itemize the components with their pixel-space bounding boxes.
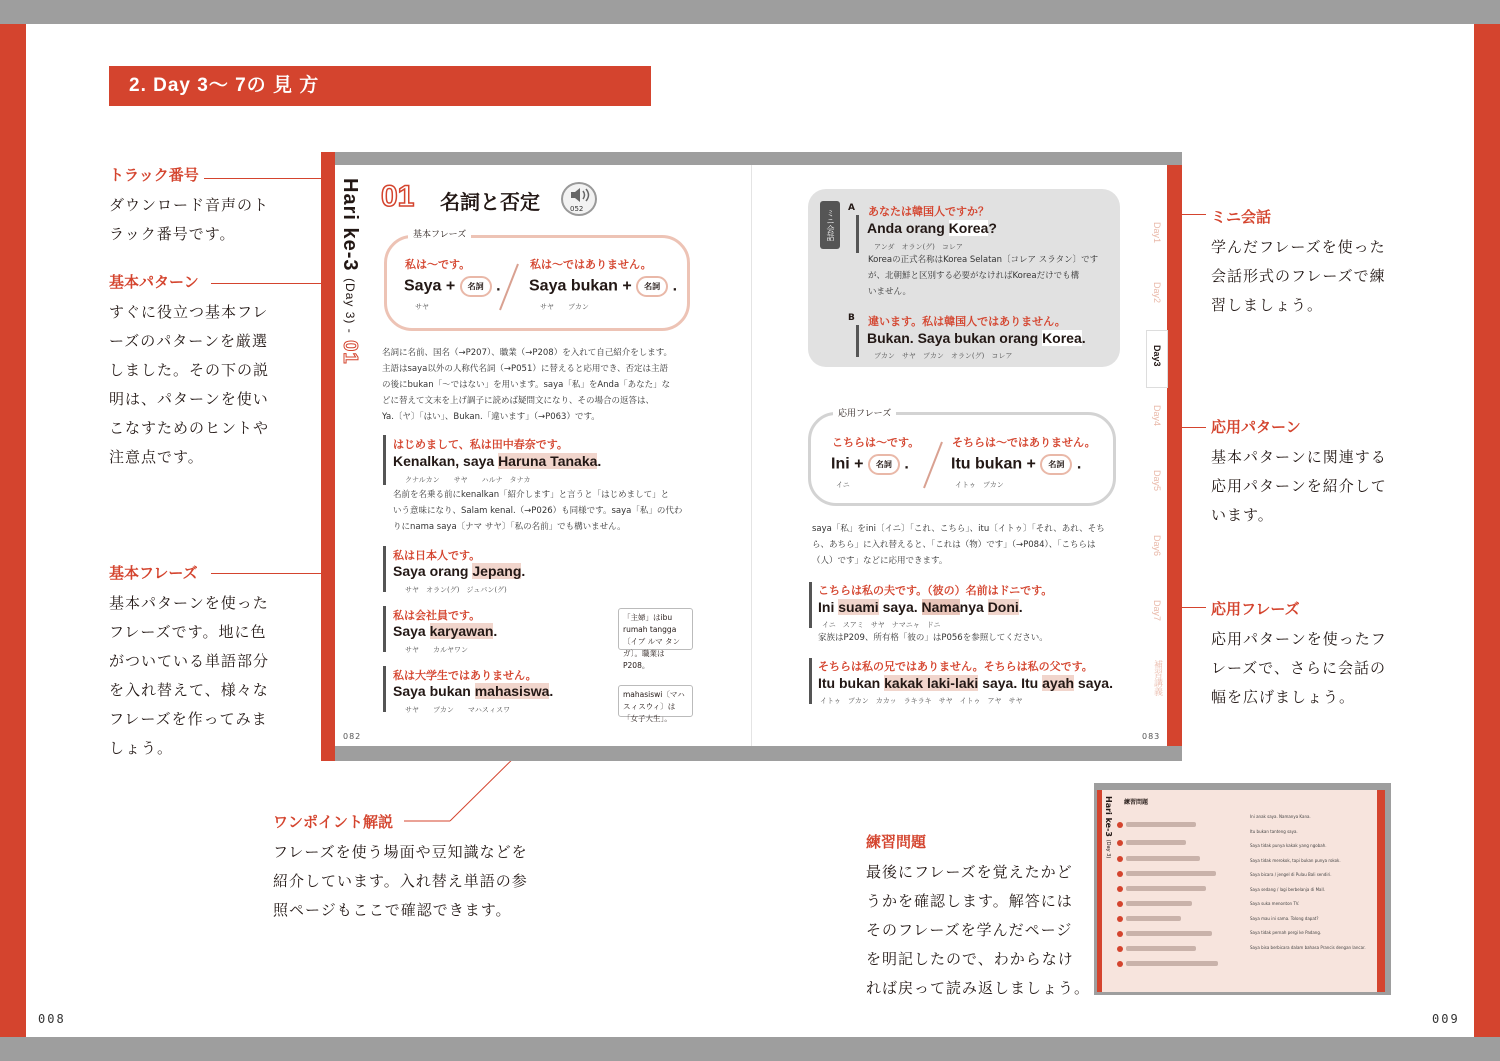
phrase3-kana: サヤ カルヤワン xyxy=(405,646,468,654)
callout-applied-phrase xyxy=(1211,598,1411,712)
thumbnail-bullet xyxy=(1117,931,1123,937)
day-tab[interactable]: 補習講義 xyxy=(1153,660,1163,696)
applied-b-id: Itu bukan + xyxy=(951,455,1036,473)
phrase2-id-a: Saya orang xyxy=(393,563,473,579)
mini-b-id-highlight: Korea xyxy=(1042,330,1082,346)
applied1-id-highlight: Nama xyxy=(921,599,960,615)
phrase2-jp: 私は日本人です。 xyxy=(393,549,481,562)
phrase2-kana: サヤ オラン(グ) ジュパン(グ) xyxy=(405,586,507,594)
applied1-note: 家族はP209、所有格「彼の」はP056を参照してください。 xyxy=(818,633,1048,643)
explain-line: Ya.〔ヤ〕「はい」、Bukan.「違います」（→P063）です。 xyxy=(382,412,600,422)
phrase3-id xyxy=(393,623,497,639)
phrase-bar xyxy=(856,215,859,253)
section-title: 2. Day 3〜 7の 見 方 xyxy=(109,66,651,106)
note-line: いう意味になり、Salam kenal.（→P026）も同様です。saya「私」の代わ xyxy=(393,506,683,516)
applied1-kana: イニ スアミ サヤ ナマニャ ドニ xyxy=(822,621,941,629)
applied-divider xyxy=(922,440,944,490)
mini-b-jp: 違います。私は韓国人ではありません。 xyxy=(868,315,1066,328)
lesson-title: 名詞と否定 xyxy=(440,190,540,214)
pattern-b-kana: サヤ ブカン xyxy=(540,303,589,311)
right-red-edge xyxy=(1474,24,1500,1037)
speaker-b-label: B xyxy=(848,313,855,323)
day-tab[interactable]: Day3 xyxy=(1152,345,1162,367)
applied-b: Itu bukan + 名詞 . xyxy=(951,454,1081,475)
callout-line: 学んだフレーズを使った xyxy=(1211,238,1386,256)
thumbnail-answer: Ini anak saya. Namanya Kana. xyxy=(1250,814,1311,819)
book-top-edge xyxy=(321,152,1182,165)
phrase1-note xyxy=(393,487,698,535)
phrase4-jp: 私は大学生ではありません。 xyxy=(393,669,537,682)
explain-line: （人）です」などに応用できます。 xyxy=(812,556,948,566)
thumbnail-answer: Saya bisa berbicara dalam bahasa Prancis dengan lancar. xyxy=(1250,944,1366,950)
phrase4-id-highlight: mahasiswa xyxy=(474,683,550,699)
mini-conv-label: ミニ会話 xyxy=(820,201,840,249)
thumbnail-bullet xyxy=(1117,856,1123,862)
phrase2-id-c: . xyxy=(521,563,526,579)
callout-track xyxy=(109,164,309,249)
pattern-b-jp: 私は〜ではありません。 xyxy=(530,258,652,271)
explain-line: 主語はsaya以外の人称代名詞（→P051）に替えると応用でき、否定は主語 xyxy=(382,364,669,374)
thumbnail-answer: Saya suka menonton TV. xyxy=(1250,901,1300,906)
applied1-id-a: Ini xyxy=(818,599,839,615)
callout-line: フレーズを作ってみま xyxy=(109,710,268,728)
applied-phrase-label: 応用フレーズ xyxy=(833,406,896,419)
phrase-bar xyxy=(856,325,859,357)
vertical-lesson-title xyxy=(338,178,361,365)
note-line: いません。 xyxy=(868,287,912,297)
callout-line: 紹介しています。入れ替え単語の参 xyxy=(273,872,528,890)
callout-line: を明記したので、わからなけ xyxy=(866,950,1074,968)
explain-line: の後にbukan「〜ではない」を用います。saya「私」をAnda「あなた」な xyxy=(382,380,671,390)
noun-tag: 名詞 xyxy=(460,276,492,297)
applied1-id xyxy=(818,599,1023,615)
thumbnail-line xyxy=(1126,822,1196,827)
callout-mini-conv xyxy=(1211,206,1411,320)
book-right-edge xyxy=(1167,165,1182,746)
vertical-title-text: Hari ke-3 xyxy=(339,178,361,272)
callout-track-line: ダウンロード音声のト xyxy=(109,196,270,214)
thumbnail-line xyxy=(1126,886,1206,891)
mini-a-note xyxy=(868,252,1113,300)
phrase1-id-highlight: Haruna Tanaka xyxy=(498,453,598,469)
callout-line: 注意点です。 xyxy=(109,448,204,466)
mini-a-id-highlight: Korea xyxy=(948,220,989,236)
phrase4-note-box: mahasiswi〔マハスィスウィ〕は「女子大生」。 xyxy=(618,685,693,717)
applied-a: Ini + 名詞 . xyxy=(831,454,909,475)
thumbnail-bullet xyxy=(1117,886,1123,892)
phrase-bar xyxy=(809,658,812,704)
thumbnail-answer: Saya sedang / lagi berbelanja di Mall. xyxy=(1250,886,1325,892)
phrase3-note-box: 「主婦」はibu rumah tangga〔イブ ルマ タンガ〕。職業はP208。 xyxy=(618,608,693,650)
callout-applied-pattern-title: 応用パターン xyxy=(1211,418,1301,436)
callout-line: フレーズを使う場面や豆知識などを xyxy=(273,843,528,861)
noun-tag: 名詞 xyxy=(1040,454,1072,475)
pattern-a-kana: サヤ xyxy=(415,303,429,311)
book-right-page-number: 083 xyxy=(1142,732,1161,741)
speaker-icon[interactable] xyxy=(561,182,597,216)
phrase1-id-a: Kenalkan, saya xyxy=(393,453,499,469)
mini-a-id xyxy=(867,220,997,236)
callout-basic-phrase xyxy=(109,562,309,763)
callout-line: ーズのパターンを厳選 xyxy=(109,332,268,350)
book-left-page-number: 082 xyxy=(343,732,362,741)
phrase2-id-highlight: Jepang xyxy=(472,563,522,579)
vertical-title-no: 01 xyxy=(339,340,361,365)
basic-explanation xyxy=(382,345,697,425)
phrase4-id-c: . xyxy=(549,683,554,699)
callout-line: を入れ替えて、様々な xyxy=(109,681,269,699)
phrase-bar xyxy=(383,546,386,592)
callout-line: しょう。 xyxy=(109,739,174,757)
phrase1-kana: クナルカン サヤ ハルナ タナカ xyxy=(405,476,531,484)
vertical-title-sub: (Day 3) - xyxy=(343,278,357,334)
callout-line: 明は、パターンを使い xyxy=(109,390,269,408)
day-tab[interactable]: Day5 xyxy=(1152,470,1162,492)
note-line: Koreaの正式名称はKorea Selatan〔コレア スラタン〕です xyxy=(868,255,1099,265)
day-tab[interactable]: Day2 xyxy=(1152,282,1162,304)
callout-line: フレーズです。地に色 xyxy=(109,623,267,641)
phrase3-jp: 私は会社員です。 xyxy=(393,609,481,622)
phrase3-id-c: . xyxy=(493,623,498,639)
callout-one-point xyxy=(273,811,573,925)
thumbnail-bullet xyxy=(1117,916,1123,922)
thumbnail-answer: Saya tidak pernah pergi ke Padang. xyxy=(1250,930,1322,935)
callout-line: レーズで、さらに会話の xyxy=(1211,659,1386,677)
callout-applied-phrase-title: 応用フレーズ xyxy=(1211,600,1300,618)
callout-line: 応用パターンを紹介して xyxy=(1211,477,1387,495)
mini-b-id xyxy=(867,330,1086,346)
callout-practice-title: 練習問題 xyxy=(866,833,927,851)
day-tab[interactable]: Day1 xyxy=(1152,222,1162,244)
thumbnail-answer: Saya mau ini sama. Tolong dapat? xyxy=(1250,915,1319,921)
phrase-bar xyxy=(383,666,386,712)
callout-line: うかを確認します。解答には xyxy=(866,892,1073,910)
callout-line: しました。その下の説 xyxy=(109,361,270,379)
callout-line: 習しましょう。 xyxy=(1211,296,1324,314)
thumbnail-line xyxy=(1126,901,1192,906)
left-red-edge xyxy=(0,24,26,1037)
phrase-bar xyxy=(809,582,812,628)
pattern-a: Saya + 名詞 . xyxy=(404,276,501,297)
applied1-id-highlight: suami xyxy=(838,599,879,615)
thumbnail-line xyxy=(1126,856,1200,861)
callout-line: います。 xyxy=(1211,506,1274,524)
mini-b-kana: ブカン サヤ ブカン オラン(グ) コレア xyxy=(874,352,1013,360)
applied2-id-highlight: ayah xyxy=(1042,675,1075,691)
callout-line: そのフレーズを学んだページ xyxy=(866,921,1073,939)
applied-a-jp: こちらは〜です。 xyxy=(832,436,920,449)
thumbnail-answer: Saya tidak merokok, tapi bukan punya rokok. xyxy=(1250,857,1341,863)
applied1-id-e: nya xyxy=(959,599,988,615)
thumbnail-answer: Saya tidak punya kakak yang ngobah. xyxy=(1250,843,1327,848)
callout-line: こなすためのヒントや xyxy=(109,419,270,437)
thumbnail-vertical-title xyxy=(1104,796,1113,858)
thumbnail-vertical-title-text: Hari ke-3 xyxy=(1104,796,1113,837)
applied2-kana: イトゥ ブカン カカッ ラキラキ サヤ イトゥ アヤ サヤ xyxy=(820,697,1023,705)
callout-applied-pattern xyxy=(1211,416,1411,530)
callout-line: 会話形式のフレーズで練 xyxy=(1211,267,1386,285)
applied-a-id: Ini + xyxy=(831,455,864,473)
applied2-id xyxy=(818,675,1113,691)
note-line: 名前を名乗る前にkenalkan「紹介します」と言うと「はじめまして」と xyxy=(393,490,670,500)
noun-tag: 名詞 xyxy=(868,454,900,475)
thumbnail-line xyxy=(1126,931,1212,936)
applied-explanation xyxy=(812,521,1132,569)
explain-line: ら、あちら」に入れ替えると、「これは（物）です」（→P084）、「こちらは xyxy=(812,540,1096,550)
mini-a-id-c: ? xyxy=(988,220,997,236)
book-bottom-edge xyxy=(321,746,1182,761)
applied2-id-c: saya. Itu xyxy=(978,675,1043,691)
explain-line: どに替えて文末を上げ調子に読めば疑問文になり、その場合の返答は、 xyxy=(382,396,655,406)
thumbnail-line xyxy=(1126,946,1196,951)
note-line: が、北朝鮮と区別する必要がなければKoreaだけでも構 xyxy=(868,271,1080,281)
track-number: 052 xyxy=(570,205,584,213)
applied2-id-highlight: kakak laki-laki xyxy=(884,675,979,691)
phrase4-id-a: Saya bukan xyxy=(393,683,475,699)
callout-line: 照ページもここで確認できます。 xyxy=(273,901,512,919)
callout-basic-phrase-title: 基本フレーズ xyxy=(109,564,198,582)
thumbnail-heading: 練習問題 xyxy=(1124,799,1149,806)
thumbnail-line xyxy=(1126,840,1186,845)
thumbnail-answer: Itu bukan tanteng saya. xyxy=(1250,828,1298,834)
applied1-id-g: . xyxy=(1018,599,1023,615)
phrase1-id xyxy=(393,453,601,469)
phrase3-id-highlight: karyawan xyxy=(429,623,494,639)
mini-b-id-a: Bukan. Saya bukan orang xyxy=(867,330,1043,346)
callout-track-title: トラック番号 xyxy=(109,166,199,184)
thumbnail-bullet xyxy=(1117,840,1123,846)
applied2-id-a: Itu bukan xyxy=(818,675,885,691)
book-spine xyxy=(751,165,752,746)
day-tab[interactable]: Day4 xyxy=(1152,405,1162,427)
pattern-a-jp: 私は〜です。 xyxy=(405,258,471,271)
callout-track-line: ラック番号です。 xyxy=(109,225,236,243)
thumbnail-line xyxy=(1126,961,1218,966)
day-tab[interactable]: Day7 xyxy=(1152,600,1162,622)
thumbnail-line xyxy=(1126,916,1181,921)
bottom-gray-bar xyxy=(0,1037,1500,1061)
pattern-a-id: Saya + xyxy=(404,277,456,295)
thumbnail-line xyxy=(1126,871,1216,876)
callout-line: すぐに役立つ基本フレ xyxy=(109,303,269,321)
callout-one-point-title: ワンポイント解説 xyxy=(273,813,394,831)
callout-line: 最後にフレーズを覚えたかど xyxy=(866,863,1073,881)
applied-b-kana: イトゥ ブカン xyxy=(955,481,1004,489)
phrase4-kana: サヤ ブカン マハスィスワ xyxy=(405,706,511,714)
mini-b-id-c: . xyxy=(1081,330,1086,346)
note-line: りにnama saya〔ナマ サヤ〕「私の名前」でも構いません。 xyxy=(393,522,626,532)
page-number-left: 008 xyxy=(38,1012,66,1026)
day-tab[interactable]: Day6 xyxy=(1152,535,1162,557)
thumbnail-bullet xyxy=(1117,822,1123,828)
lesson-number: 01 xyxy=(381,180,415,213)
thumbnail-vertical-title-sub: (Day 3) xyxy=(1105,839,1111,859)
callout-mini-conv-title: ミニ会話 xyxy=(1211,208,1272,226)
pattern-divider xyxy=(498,262,520,312)
pattern-b: Saya bukan + 名詞 . xyxy=(529,276,677,297)
pattern-b-id: Saya bukan + xyxy=(529,277,632,295)
thumbnail-bullet xyxy=(1117,901,1123,907)
thumbnail-left-edge xyxy=(1097,790,1102,992)
callout-basic-pattern xyxy=(109,271,309,472)
mini-a-jp: あなたは韓国人ですか？ xyxy=(868,205,989,218)
phrase2-id xyxy=(393,563,525,579)
speaker-a-label: A xyxy=(848,203,855,213)
applied2-id-e: saya. xyxy=(1074,675,1113,691)
callout-practice xyxy=(866,831,1096,1003)
book-left-edge xyxy=(321,152,335,761)
applied1-id-c: saya. xyxy=(878,599,922,615)
phrase1-jp: はじめまして、私は田中春奈です。 xyxy=(393,438,568,451)
applied1-jp: こちらは私の夫です。（彼の）名前はドニです。 xyxy=(818,584,1053,597)
thumbnail-answer: Saya bicara / jengel di Pulau Bali sendiri. xyxy=(1250,872,1332,877)
callout-line: がついている単語部分 xyxy=(109,652,270,670)
applied-b-jp: そちらは〜ではありません。 xyxy=(952,436,1096,449)
callout-line: 基本パターンを使った xyxy=(109,594,269,612)
callout-line: 応用パターンを使ったフ xyxy=(1211,630,1387,648)
phrase4-id xyxy=(393,683,553,699)
basic-phrase-label: 基本フレーズ xyxy=(408,227,471,240)
applied1-id-highlight: Doni xyxy=(987,599,1019,615)
explain-line: saya「私」をini〔イニ〕「これ、こちら」、itu〔イトゥ〕「それ、あれ、そち xyxy=(812,524,1105,534)
thumbnail-bullet xyxy=(1117,871,1123,877)
top-gray-bar xyxy=(0,0,1500,24)
applied-a-kana: イニ xyxy=(836,481,850,489)
phrase-bar xyxy=(383,435,386,485)
phrase3-id-a: Saya xyxy=(393,623,430,639)
thumbnail-red-edge xyxy=(1377,790,1385,992)
mini-a-id-a: Anda orang xyxy=(867,220,949,236)
phrase1-id-c: . xyxy=(597,453,602,469)
callout-line: れば戻って読み返しましょう。 xyxy=(866,979,1091,997)
thumbnail-answers xyxy=(1250,810,1370,980)
thumbnail-bullet xyxy=(1117,961,1123,967)
phrase-bar xyxy=(383,606,386,652)
page-number-right: 009 xyxy=(1432,1012,1460,1026)
callout-line: 基本パターンに関連する xyxy=(1211,448,1387,466)
mini-a-kana: アンダ オラン(グ) コレア xyxy=(874,243,963,251)
noun-tag: 名詞 xyxy=(636,276,668,297)
applied2-jp: そちらは私の兄ではありません。そちらは私の父です。 xyxy=(818,660,1093,673)
thumbnail-bullet xyxy=(1117,946,1123,952)
explain-line: 名詞に名前、国名（→P207）、職業（→P208）を入れて自己紹介をします。 xyxy=(382,348,673,358)
callout-line: 幅を広げましょう。 xyxy=(1211,688,1356,706)
callout-basic-pattern-title: 基本パターン xyxy=(109,273,199,291)
